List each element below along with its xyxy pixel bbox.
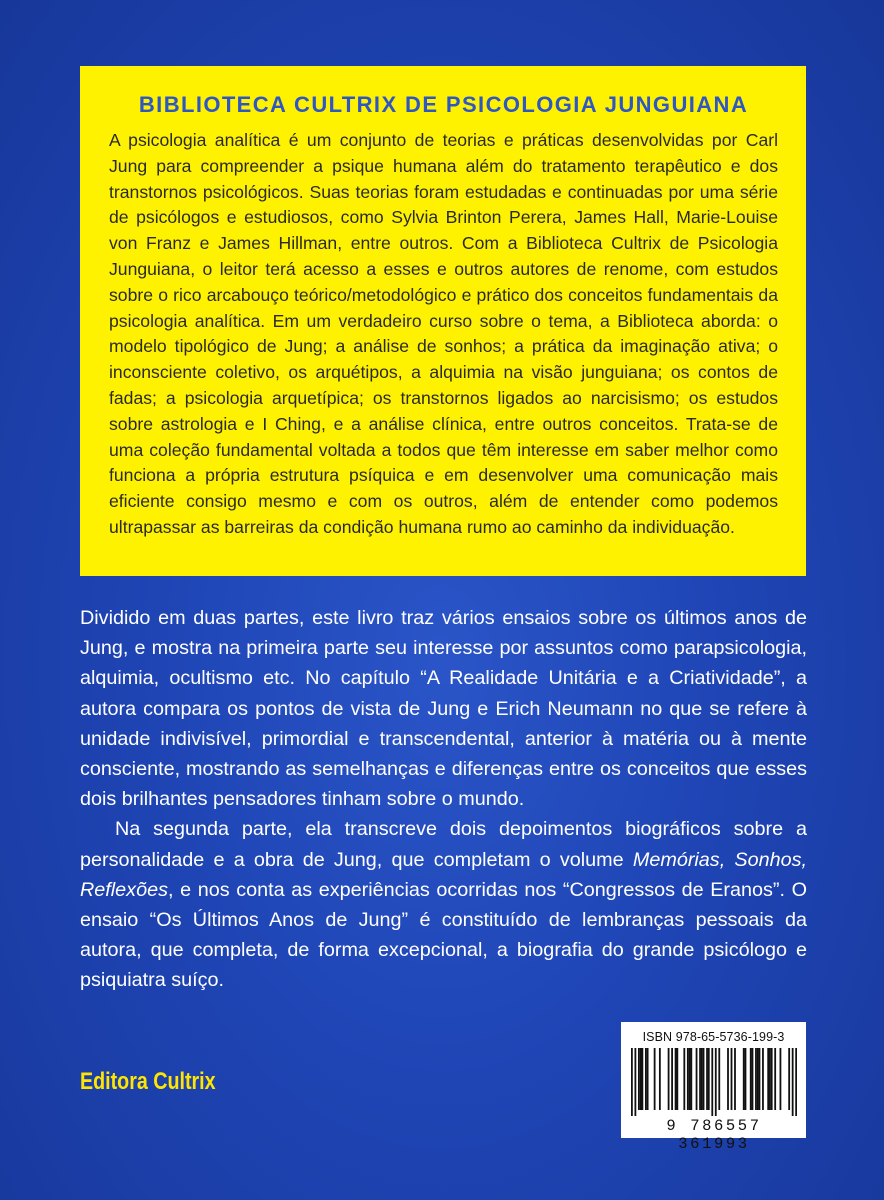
book-description	[80, 603, 807, 996]
barcode-bar	[711, 1048, 713, 1116]
barcode-bar	[638, 1048, 640, 1110]
barcode-bar	[708, 1048, 710, 1110]
book-title-reference: Memórias, Sonhos, Reflexões	[80, 848, 807, 901]
barcode-bar	[706, 1048, 708, 1110]
barcode-bar	[696, 1048, 698, 1110]
barcode-bar	[701, 1048, 703, 1110]
barcode-bar	[731, 1048, 733, 1110]
barcode-bar	[762, 1048, 764, 1110]
barcode-bar	[769, 1048, 771, 1110]
paragraph-2-end: , e nos conta as experiências ocorridas nos “Congressos de Eranos”. O ensaio “Os Últimos Anos de Jung” é constituído de lembranças pessoais da autora, que completa, de forma excepcional, a biografia do grande psicólogo e psiquiatra suíço.	[80, 878, 807, 992]
barcode-bar	[645, 1048, 647, 1110]
publisher-logo: Editora Cultrix	[80, 1068, 216, 1095]
barcode-bar	[640, 1048, 642, 1110]
barcode-bars	[631, 1048, 797, 1116]
isbn-label: ISBN 978-65-5736-199-3	[642, 1030, 785, 1044]
series-info-box	[80, 66, 806, 576]
description-paragraph-2	[80, 814, 807, 995]
barcode-bar	[727, 1048, 729, 1110]
barcode-bar	[757, 1048, 759, 1110]
barcode-digits: 9 786557 361993	[666, 1117, 762, 1153]
barcode-bar	[759, 1048, 761, 1110]
barcode-bar	[767, 1048, 769, 1110]
barcode-bar	[792, 1048, 794, 1116]
barcode-bar	[675, 1048, 677, 1110]
description-paragraph-1: Dividido em duas partes, este livro traz vários ensaios sobre os últimos anos de Jung, e mostra na primeira parte seu interesse por assuntos como parapsicologia, alquimia, ocultismo etc. No capítulo “A Realidade Unitária e a Criatividade”, a autora compara os pontos de vista de Jung e Erich Neumann no que se refere à unidade indivisível, primordial e transcendental, anterior à matéria ou à mente consciente, mostrando as semelhanças e diferenças entre os conceitos que esses dois brilhantes pensadores tinham sobre o mundo.	[80, 607, 807, 811]
barcode-bar	[718, 1048, 720, 1110]
barcode-bar	[734, 1048, 736, 1110]
barcode-bar	[687, 1048, 689, 1110]
barcode-bar	[634, 1048, 636, 1116]
barcode-bar	[774, 1048, 776, 1110]
barcode-bar	[755, 1048, 757, 1110]
barcode-bar	[668, 1048, 670, 1110]
barcode-bar	[780, 1048, 782, 1110]
barcode-bar	[683, 1048, 685, 1110]
barcode-bar	[641, 1048, 643, 1110]
barcode-bar	[771, 1048, 773, 1110]
barcode-bar	[752, 1048, 754, 1110]
barcode-box	[621, 1022, 806, 1153]
paragraph-2-start: Na segunda parte, ela transcreve dois depoimentos biográficos sobre a personalidade e a obra de Jung, que completam o volume	[80, 818, 807, 871]
barcode-bar	[690, 1048, 692, 1110]
barcode-bar	[743, 1048, 745, 1110]
barcode-bar	[654, 1048, 656, 1110]
barcode-bar	[676, 1048, 678, 1110]
series-title: BIBLIOTECA CULTRIX DE PSICOLOGIA JUNGUIANA	[138, 92, 749, 117]
barcode-bar	[788, 1048, 790, 1110]
barcode-bar	[631, 1048, 633, 1116]
barcode-bar	[659, 1048, 661, 1110]
barcode-bar	[647, 1048, 649, 1110]
barcode-bar	[715, 1048, 717, 1116]
barcode-bar	[745, 1048, 747, 1110]
barcode-bar	[699, 1048, 701, 1110]
barcode-bar	[671, 1048, 673, 1110]
barcode-bar	[689, 1048, 691, 1110]
barcode-bar	[795, 1048, 797, 1116]
barcode-bar	[750, 1048, 752, 1110]
barcode-bar	[703, 1048, 705, 1110]
series-description: A psicologia analítica é um conjunto de teorias e práticas desenvolvidas por Carl Jung para compreender a psique humana além do tratamento terapêutico e dos transtornos psicológicos. Suas teorias foram estudadas e continuadas por uma série de psicólogos e estudiosos, como Sylvia Brinton Perera, James Hall, Marie-Louise von Franz e James Hillman, entre outros. Com a Biblioteca Cultrix de Psicologia Junguiana, o leitor terá acesso a esses e outros autores de renome, com estudos sobre o rico arcabouço teórico/metodológico e prático dos conceitos fundamentais da psicologia analítica. Em um verdadeiro curso sobre o tema, a Biblioteca aborda: o modelo tipológico de Jung; a análise de sonhos; a prática da imaginação ativa; o inconsciente coletivo, os arquétipos, a alquimia na visão junguiana; os contos de fadas; a psicologia arquetípica; os transtornos ligados ao narcisismo; os estudos sobre astrologia e I Ching, e a análise clínica, entre outros conceitos. Trata-se de uma coleção fundamental voltada a todos que têm interesse em saber melhor como funciona a própria estrutura psíquica e em desenvolver uma comunicação mais eficiente consigo mesmo e com os outros, além de entender como podemos ultrapassar as barreiras da condição humana rumo ao caminho da individuação.	[109, 130, 778, 537]
